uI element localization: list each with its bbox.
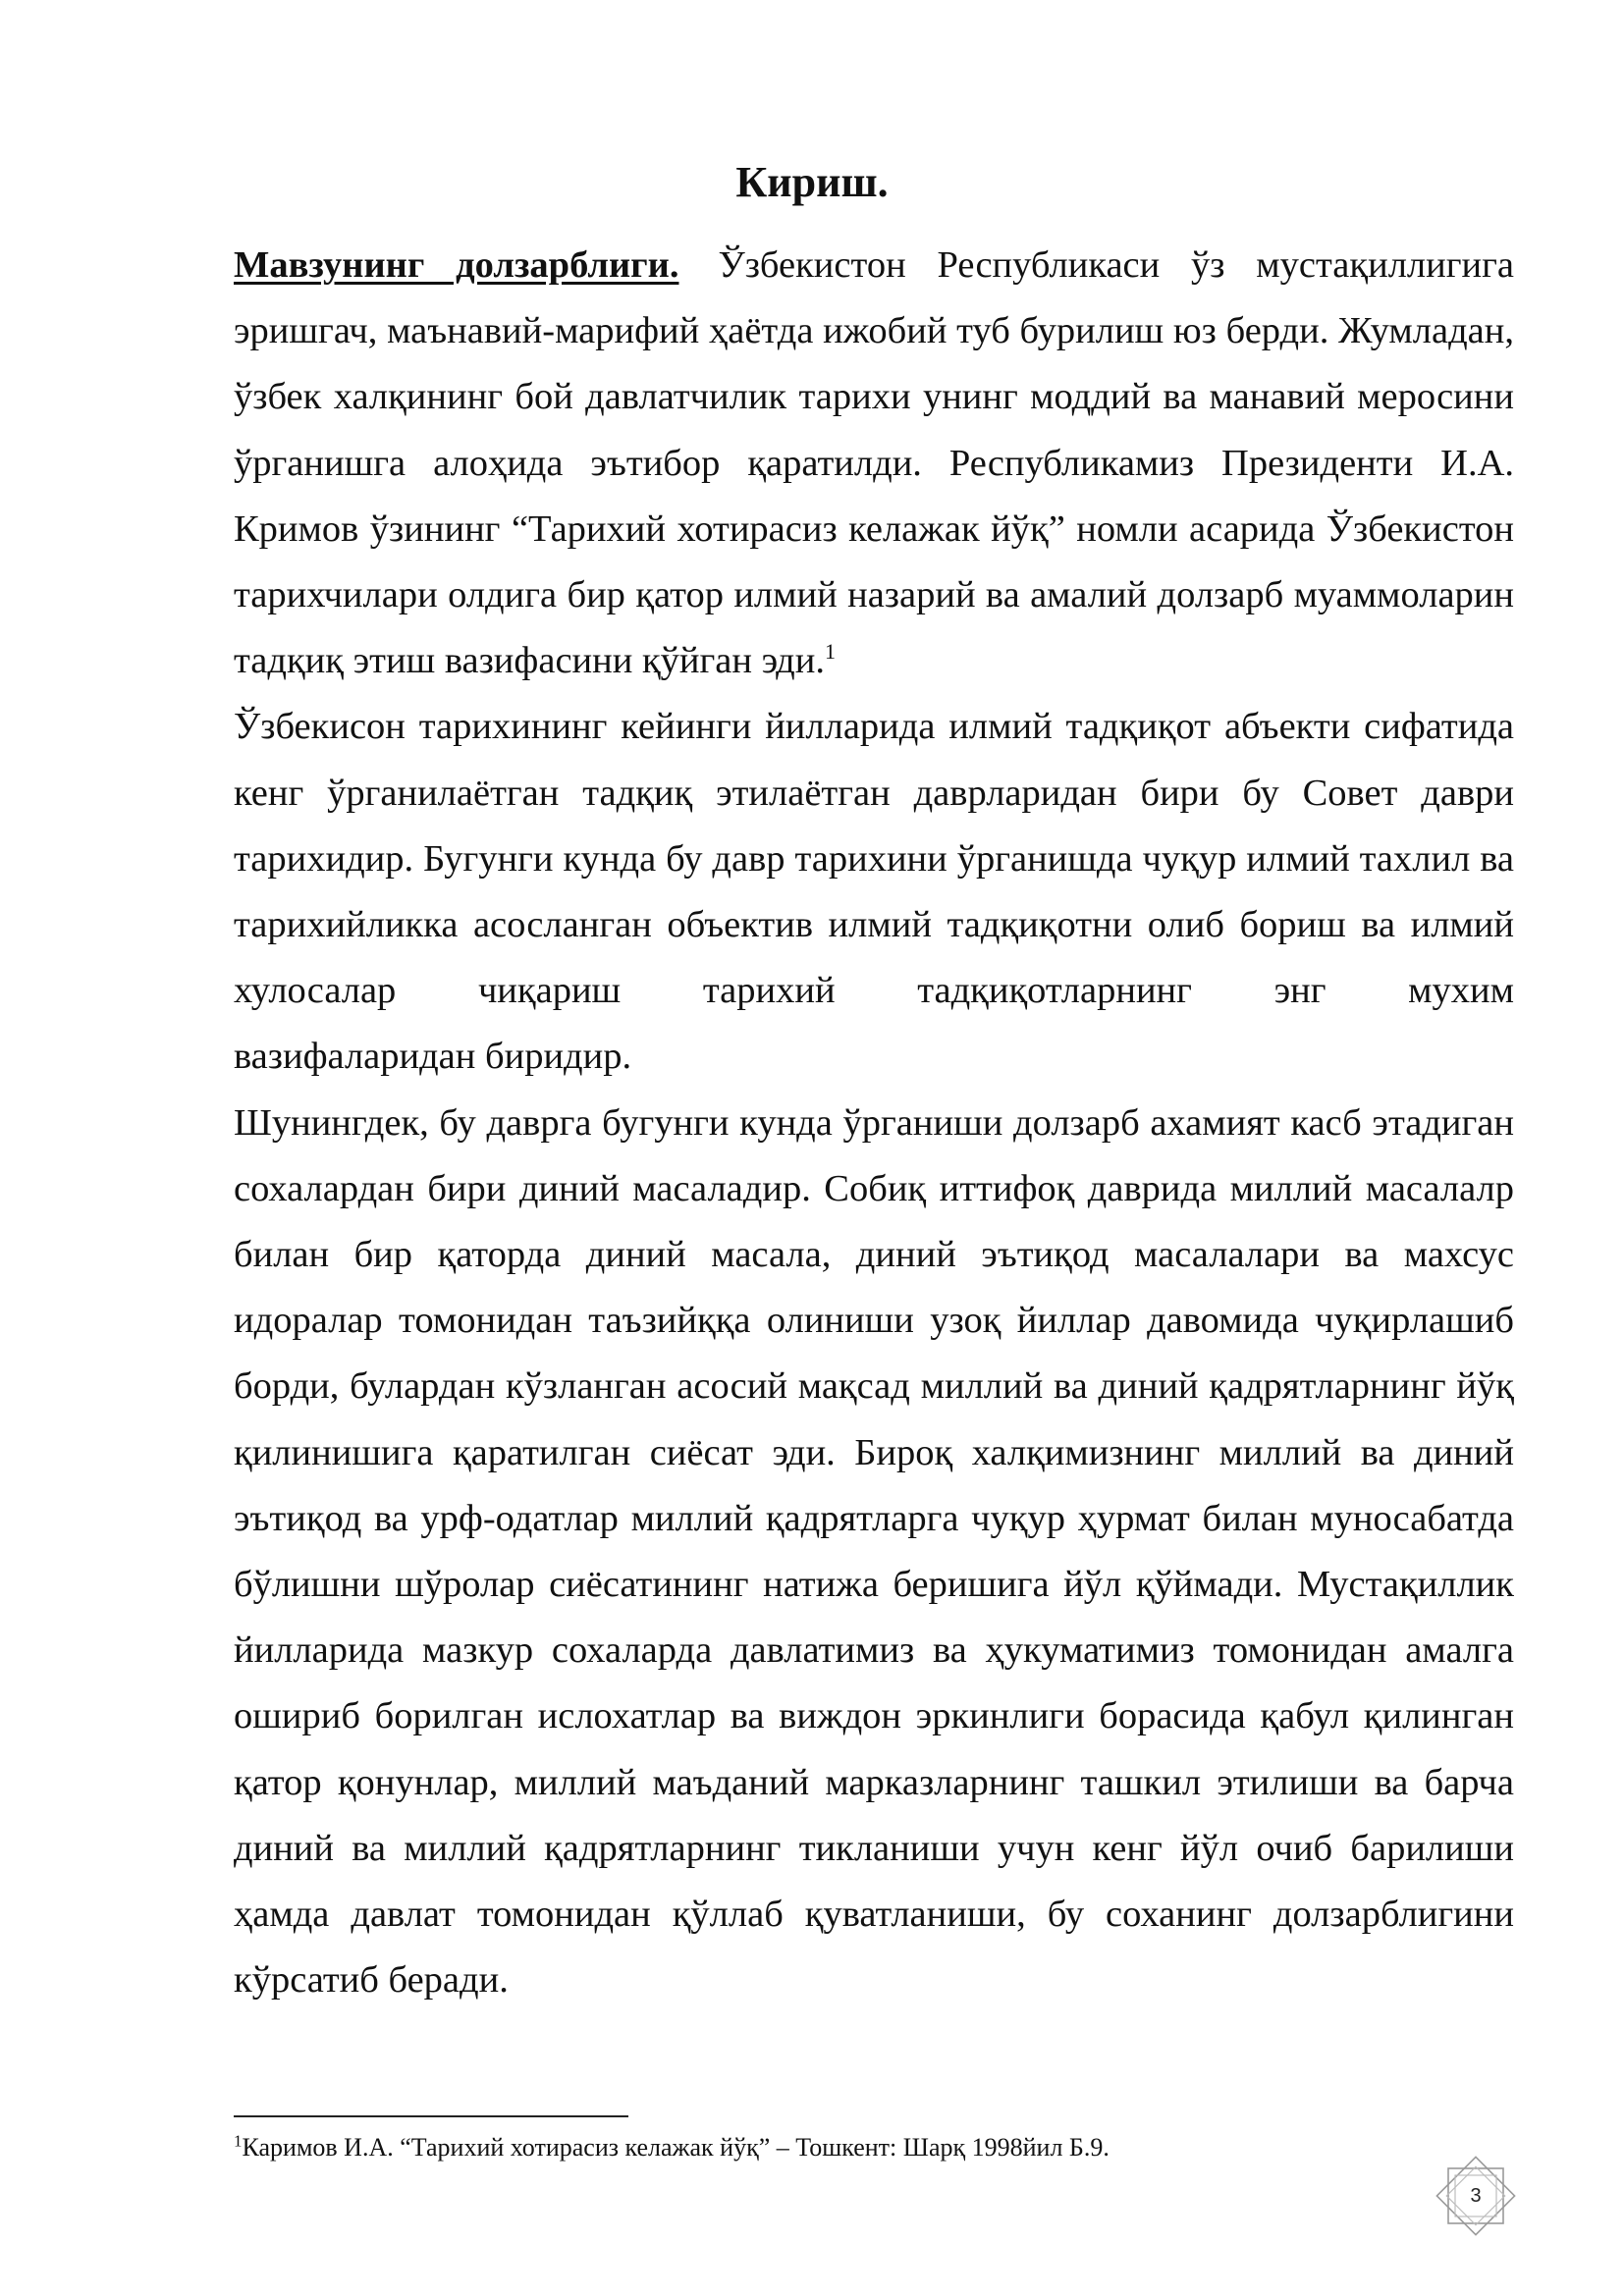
footnote	[234, 2130, 1514, 2165]
footnote-text: Каримов И.А. “Тарихий хотирасиз келажак йўқ” – Тошкент: Шарқ 1998йил Б.9.	[242, 2133, 1110, 2162]
paragraph-1-text: Ўзбекистон Республикаси ўз мустақиллигига эришгач, маънавий-марифий ҳаётда ижобий туб бурилиш юз берди. Жумладан, ўзбек халқининг бой давлатчилик тарихи унинг моддий ва манавий меросини ўрганишга алоҳида эътибор қаратилди. Республикамиз Президенти И.А. Кримов ўзининг “Тарихий хотирасиз келажак йўқ” номли асарида Ўзбекистон тарихчилари олдига бир қатор илмий назарий ва амалий долзарб муаммоларин тадқиқ этиш вазифасини қўйган эди.	[234, 244, 1515, 682]
paragraph-relevance	[234, 233, 1514, 694]
page-title: Кириш.	[735, 158, 889, 206]
page-number-ornament	[1432, 2152, 1520, 2240]
paragraph-religion: Шунингдек, бу даврга бугунги кунда ўрганиши долзарб ахамият касб этадиган сохалардан бири диний масаладир. Собиқ иттифоқ даврида миллий масалалр билан бир қаторда диний масала, диний эътиқод масалалари ва махсус идоралар томонидан таъзийққа олиниши узоқ йиллар давомида чуқирлашиб борди, булардан кўзланган асосий мақсад миллий ва диний қадрятларнинг йўқ қилинишига қаратилган сиёсат эди. Бироқ халқимизнинг миллий ва диний эътиқод ва урф-одатлар миллий қадрятларга чуқур ҳурмат билан муносабатда бўлишни шўролар сиёсатининг натижа беришига йўл қўймади. Мустақиллик йилларида мазкур сохаларда давлатимиз ва ҳукуматимиз томонидан амалга ошириб борилган ислохатлар ва виждон эркинлиги борасида қабул қилинган қатор қонунлар, миллий маъданий марказларнинг ташкил этилиши ва барча диний ва миллий қадрятларнинг тикланиши учун кенг йўл очиб барилиши ҳамда давлат томонидан қўллаб қуватланиши, бу соханинг долзарблигини кўрсатиб беради.	[234, 1101, 1514, 2002]
footnote-reference[interactable]: 1	[824, 639, 836, 665]
paragraph-soviet-period: Ўзбекисон тарихининг кейинги йилларида илмий тадқиқот абъекти сифатида кенг ўрганилаётган тадқиқ этилаётган даврларидан бири бу Совет даври тарихидир. Бугунги кунда бу давр тарихини ўрганишда чуқур илмий тахлил ва тарихийликка асосланган объектив илмий тадқиқотни олиб бориш ва илмий хулосалар чиқариш тарихий тадқиқотларнинг энг мухим	[234, 706, 1514, 1012]
document-body	[234, 233, 1514, 2013]
footnote-number: 1	[234, 2131, 243, 2151]
paragraph-soviet-period-end: вазифаларидан биридир.	[234, 1036, 632, 1078]
page-number: 3	[1470, 2185, 1482, 2207]
footnote-separator	[234, 2115, 628, 2117]
section-heading-relevance: Мавзунинг долзарблиги.	[234, 244, 679, 286]
